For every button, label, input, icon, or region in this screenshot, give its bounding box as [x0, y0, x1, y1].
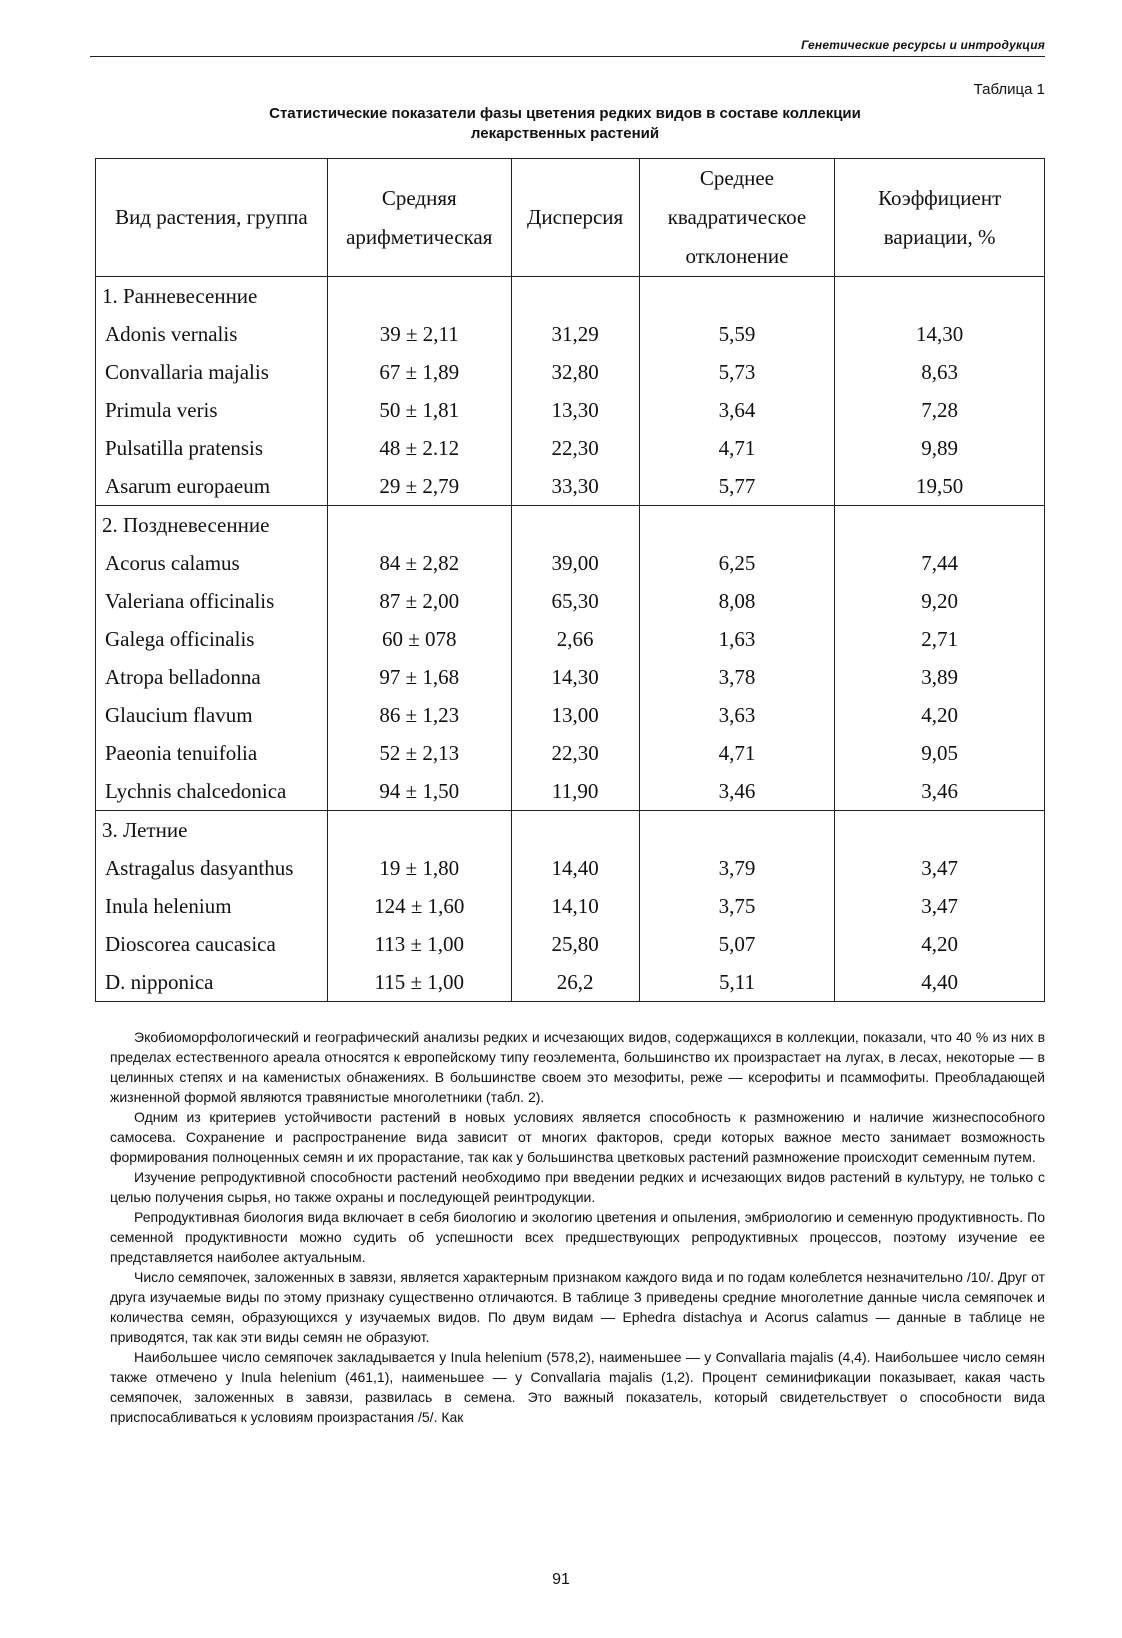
std-dev-cell: 3,64 [639, 391, 835, 429]
group-name: 1. Ранневесенние [96, 277, 328, 316]
cv-cell: 7,28 [835, 391, 1045, 429]
dispersion-cell: 39,00 [511, 544, 639, 582]
paragraph: Наибольшее число семяпочек закладывается у Inula helenium (578,2), наименьшее — у Convallaria majalis (4,4). Наибольшее число семян также отмечено у Inula helenium (461,1), наименьшее — у Convallaria majalis (1,2). Процент семинификации показывает, какая часть семяпочек, заложенных в завязи, развилась в семена. Это важный показатель, который свидетельствует о способности вида приспосабливаться к условиям произрастания /5/. Как [110, 1349, 1045, 1425]
species-cell: Inula helenium [96, 887, 328, 925]
species-cell: Galega officinalis [96, 620, 328, 658]
mean-cell: 86 ± 1,23 [327, 696, 511, 734]
dispersion-cell: 32,80 [511, 353, 639, 391]
table-label: Таблица 1 [973, 81, 1045, 98]
dispersion-cell: 31,29 [511, 315, 639, 353]
dispersion-cell: 33,30 [511, 467, 639, 506]
mean-cell: 97 ± 1,68 [327, 658, 511, 696]
table-row [96, 887, 1045, 925]
paragraph: Изучение репродуктивной способности растений необходимо при введении редких и исчезающих видов растений в культуру, не только с целью получения сырья, но также охраны и последующей реинтродукции. [110, 1169, 1045, 1205]
cv-cell: 9,20 [835, 582, 1045, 620]
cv-cell: 3,46 [835, 772, 1045, 811]
cv-cell: 14,30 [835, 315, 1045, 353]
empty-cell [639, 277, 835, 316]
table-row [96, 391, 1045, 429]
mean-cell: 87 ± 2,00 [327, 582, 511, 620]
mean-cell: 50 ± 1,81 [327, 391, 511, 429]
species-cell: Atropa belladonna [96, 658, 328, 696]
mean-cell: 52 ± 2,13 [327, 734, 511, 772]
empty-cell [327, 277, 511, 316]
page-number: 91 [552, 1571, 570, 1588]
species-cell: Pulsatilla pratensis [96, 429, 328, 467]
empty-cell [327, 506, 511, 545]
mean-cell: 48 ± 2.12 [327, 429, 511, 467]
mean-cell: 84 ± 2,82 [327, 544, 511, 582]
dispersion-cell: 22,30 [511, 734, 639, 772]
std-dev-cell: 4,71 [639, 734, 835, 772]
header-std-dev: Среднее квадратическое отклонение [639, 159, 835, 277]
table-row [96, 620, 1045, 658]
header-species-group: Вид растения, группа [96, 159, 328, 277]
dispersion-cell: 14,10 [511, 887, 639, 925]
dispersion-cell: 26,2 [511, 963, 639, 1002]
empty-cell [327, 811, 511, 850]
mean-cell: 29 ± 2,79 [327, 467, 511, 506]
group-name: 3. Летние [96, 811, 328, 850]
mean-cell: 124 ± 1,60 [327, 887, 511, 925]
group-summer [96, 811, 1045, 1002]
std-dev-cell: 3,79 [639, 849, 835, 887]
table-title [190, 104, 940, 144]
group-row [96, 811, 1045, 850]
table-row [96, 963, 1045, 1002]
table-row [96, 696, 1045, 734]
table-row [96, 544, 1045, 582]
dispersion-cell: 25,80 [511, 925, 639, 963]
dispersion-cell: 2,66 [511, 620, 639, 658]
paragraph: Число семяпочек, заложенных в завязи, является характерным признаком каждого вида и по годам колеблется незначительно /10/. Друг от друга изучаемые виды по этому признаку существенно отличаются. В таблице 3 приведены средние многолетние данные числа семяпочек и количества семян, образующихся у изучаемых видов. По двум видам — Ephedra distachya и Acorus calamus — данные в таблице не приводятся, так как эти виды семян не образуют. [110, 1269, 1045, 1345]
species-cell: Dioscorea caucasica [96, 925, 328, 963]
table-row [96, 925, 1045, 963]
cv-cell: 9,05 [835, 734, 1045, 772]
std-dev-cell: 5,73 [639, 353, 835, 391]
cv-cell: 3,47 [835, 887, 1045, 925]
group-name: 2. Поздневесенние [96, 506, 328, 545]
header-rule [90, 56, 1045, 57]
paragraph: Репродуктивная биология вида включает в себя биологию и экологию цветения и опыления, эмбриологию и семенную продуктивность. По семенной продуктивности можно судить об успешности всех предшествующих репродуктивных процессов, поэтому изучение ее представляется наиболее актуальным. [110, 1209, 1045, 1265]
species-cell: Adonis vernalis [96, 315, 328, 353]
species-cell: Valeriana officinalis [96, 582, 328, 620]
table-header-row [96, 159, 1045, 277]
table-row [96, 315, 1045, 353]
species-cell: Primula veris [96, 391, 328, 429]
cv-cell: 4,20 [835, 925, 1045, 963]
empty-cell [639, 811, 835, 850]
std-dev-cell: 5,77 [639, 467, 835, 506]
species-cell: Convallaria majalis [96, 353, 328, 391]
std-dev-cell: 3,78 [639, 658, 835, 696]
cv-cell: 9,89 [835, 429, 1045, 467]
header-mean: Средняя арифметическая [327, 159, 511, 277]
species-cell: Astragalus dasyanthus [96, 849, 328, 887]
std-dev-cell: 3,63 [639, 696, 835, 734]
empty-cell [639, 506, 835, 545]
table-title-line: лекарственных растений [470, 125, 660, 142]
mean-cell: 19 ± 1,80 [327, 849, 511, 887]
dispersion-cell: 14,40 [511, 849, 639, 887]
species-cell: Asarum europaeum [96, 467, 328, 506]
empty-cell [511, 811, 639, 850]
header-variation-coef: Коэффициент вариации, % [835, 159, 1045, 277]
dispersion-cell: 22,30 [511, 429, 639, 467]
group-row [96, 506, 1045, 545]
group-row [96, 277, 1045, 316]
table-row [96, 849, 1045, 887]
cv-cell: 7,44 [835, 544, 1045, 582]
std-dev-cell: 6,25 [639, 544, 835, 582]
table-row [96, 467, 1045, 506]
empty-cell [511, 506, 639, 545]
cv-cell: 2,71 [835, 620, 1045, 658]
std-dev-cell: 3,75 [639, 887, 835, 925]
paragraph: Экобиоморфологический и географический анализы редких и исчезающих видов, содержащихся в коллекции, показали, что 40 % из них в пределах естественного ареала относятся к европейскому типу геоэлемента, большинство их произрастает на лугах, в лесах, некоторые — в целинных степях и на каменистых обнажениях. В большинстве своем это мезофиты, реже — ксерофиты и псаммофиты. Преобладающей жизненной формой являются травянистые многолетники (табл. 2). [110, 1029, 1045, 1105]
dispersion-cell: 13,00 [511, 696, 639, 734]
mean-cell: 113 ± 1,00 [327, 925, 511, 963]
std-dev-cell: 8,08 [639, 582, 835, 620]
dispersion-cell: 14,30 [511, 658, 639, 696]
species-cell: Lychnis chalcedonica [96, 772, 328, 811]
std-dev-cell: 3,46 [639, 772, 835, 811]
mean-cell: 39 ± 2,11 [327, 315, 511, 353]
cv-cell: 3,89 [835, 658, 1045, 696]
body-text [110, 1027, 1045, 1427]
cv-cell: 4,40 [835, 963, 1045, 1002]
cv-cell: 4,20 [835, 696, 1045, 734]
group-late-spring [96, 506, 1045, 811]
species-cell: Glaucium flavum [96, 696, 328, 734]
mean-cell: 115 ± 1,00 [327, 963, 511, 1002]
std-dev-cell: 5,07 [639, 925, 835, 963]
std-dev-cell: 1,63 [639, 620, 835, 658]
species-cell: Acorus calamus [96, 544, 328, 582]
dispersion-cell: 65,30 [511, 582, 639, 620]
table-row [96, 353, 1045, 391]
table-row [96, 429, 1045, 467]
cv-cell: 19,50 [835, 467, 1045, 506]
mean-cell: 60 ± 078 [327, 620, 511, 658]
running-head: Генетические ресурсы и интродукция [801, 38, 1045, 52]
paragraph: Одним из критериев устойчивости растений в новых условиях является способность к размножению и наличие жизнеспособного самосева. Сохранение и распространение вида зависит от многих факторов, среди которых важное место занимает возможность формирования полноценных семян и их прорастание, так как у большинства цветковых растений размножение происходит семенным путем. [110, 1109, 1045, 1165]
table-row [96, 734, 1045, 772]
std-dev-cell: 5,11 [639, 963, 835, 1002]
header-dispersion: Дисперсия [511, 159, 639, 277]
statistics-table [95, 158, 1045, 1002]
dispersion-cell: 11,90 [511, 772, 639, 811]
empty-cell [835, 506, 1045, 545]
std-dev-cell: 5,59 [639, 315, 835, 353]
empty-cell [835, 277, 1045, 316]
std-dev-cell: 4,71 [639, 429, 835, 467]
species-cell: Paeonia tenuifolia [96, 734, 328, 772]
dispersion-cell: 13,30 [511, 391, 639, 429]
table-row [96, 772, 1045, 811]
mean-cell: 67 ± 1,89 [327, 353, 511, 391]
empty-cell [835, 811, 1045, 850]
empty-cell [511, 277, 639, 316]
cv-cell: 3,47 [835, 849, 1045, 887]
group-early-spring [96, 277, 1045, 506]
table-title-line: Статистические показатели фазы цветения редких видов в составе коллекции [269, 105, 861, 122]
species-cell: D. nipponica [96, 963, 328, 1002]
table-row [96, 658, 1045, 696]
cv-cell: 8,63 [835, 353, 1045, 391]
mean-cell: 94 ± 1,50 [327, 772, 511, 811]
table-row [96, 582, 1045, 620]
